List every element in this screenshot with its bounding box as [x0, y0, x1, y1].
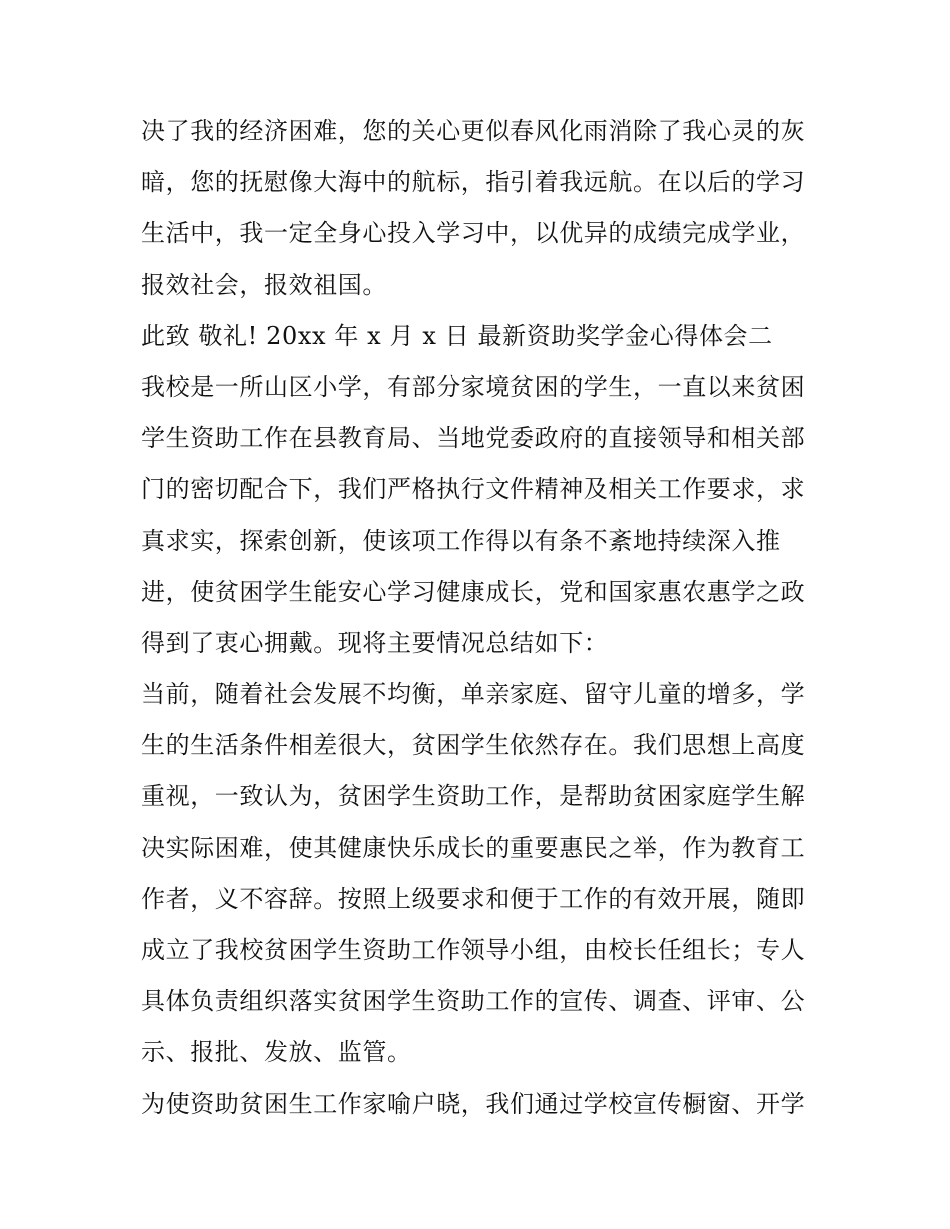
- text-line: 暗，您的抚慰像大海中的航标，指引着我远航。在以后的学习: [141, 168, 806, 197]
- text-line: 当前，随着社会发展不均衡，单亲家庭、留守儿童的增多，学: [141, 680, 806, 709]
- text-line: 为使资助贫困生工作家喻户晓，我们通过学校宣传橱窗、开学: [141, 1089, 806, 1118]
- text-line: 得到了衷心拥戴。现将主要情况总结如下：: [141, 628, 609, 657]
- text-line: 作者，义不容辞。按照上级要求和便于工作的有效开展，随即: [141, 884, 806, 913]
- text-line: 生的生活条件相差很大，贫困学生依然存在。我们思想上高度: [141, 731, 806, 760]
- text-line: 生活中，我一定全身心投入学习中，以优异的成绩完成学业，: [141, 219, 806, 248]
- text-line: 此致 敬礼! 20xx 年 x 月 x 日 最新资助奖学金心得体会二: [141, 321, 773, 350]
- text-line: 具体负责组织落实贫困学生资助工作的宣传、调查、评审、公: [141, 987, 806, 1016]
- text-line: 成立了我校贫困学生资助工作领导小组，由校长任组长；专人: [141, 936, 806, 964]
- text-line: 决了我的经济困难，您的关心更似春风化雨消除了我心灵的灰: [141, 117, 806, 145]
- text-line: 学生资助工作在县教育局、当地党委政府的直接领导和相关部: [141, 424, 806, 453]
- document-body: [141, 106, 831, 1130]
- text-line: 示、报批、发放、监管。: [141, 1038, 412, 1067]
- text-line: 真求实，探索创新，使该项工作得以有条不紊地持续深入推: [141, 526, 781, 555]
- text-line: 重视，一致认为，贫困学生资助工作，是帮助贫困家庭学生解: [141, 782, 806, 811]
- text-line: 门的密切配合下，我们严格执行文件精神及相关工作要求，求: [141, 475, 806, 504]
- text-line: 报效社会，报效祖国。: [141, 270, 387, 299]
- text-line: 我校是一所山区小学，有部分家境贫困的学生，一直以来贫困: [141, 372, 806, 401]
- text-line: 进，使贫困学生能安心学习健康成长，党和国家惠农惠学之政: [141, 577, 806, 606]
- text-line: 决实际困难，使其健康快乐成长的重要惠民之举，作为教育工: [141, 833, 806, 862]
